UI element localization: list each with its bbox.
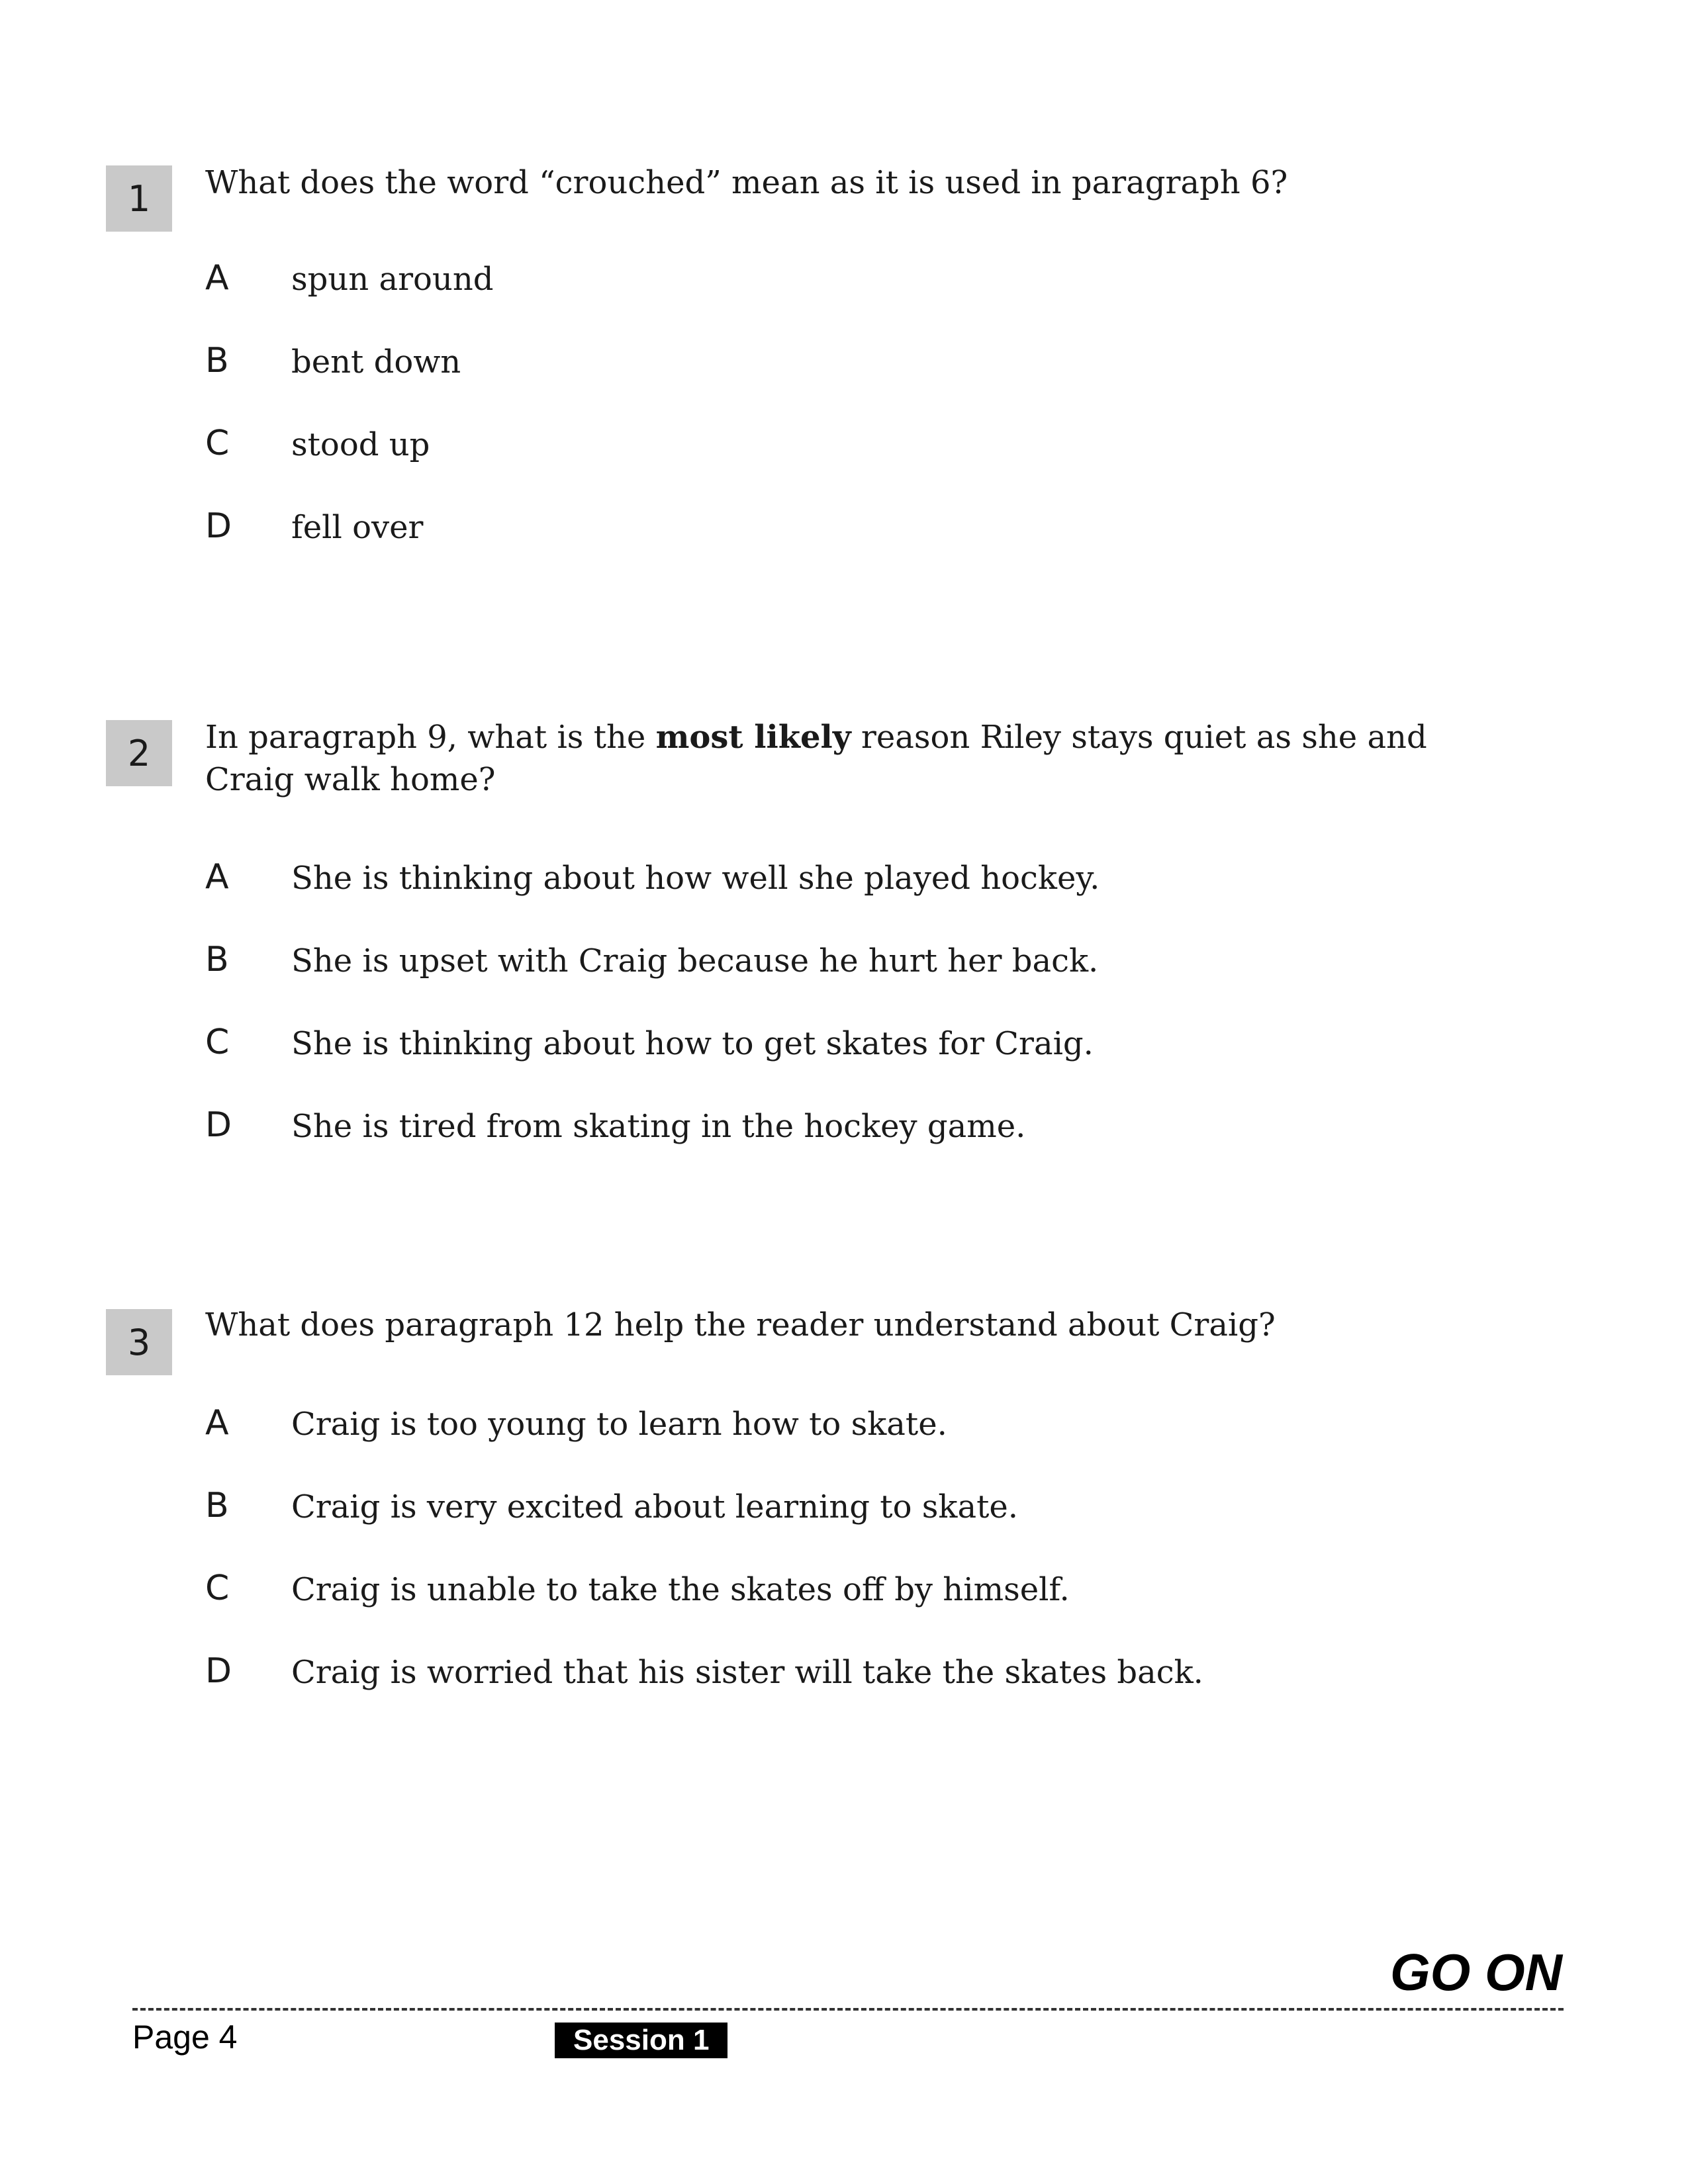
answer-choice-d[interactable]: [0, 1104, 1688, 1150]
question-prompt-text: What does paragraph 12 help the reader understand about Craig?: [205, 1306, 1276, 1343]
question-prompt: [205, 161, 1450, 204]
answer-choice-c[interactable]: [0, 422, 1688, 469]
choice-text: spun around: [291, 261, 494, 298]
question-prompt: [205, 716, 1450, 801]
question-number: 3: [127, 1321, 151, 1363]
choice-text: Craig is unable to take the skates off by himself.: [291, 1571, 1070, 1608]
answer-choice-b[interactable]: [0, 340, 1688, 386]
choice-letter: D: [205, 1651, 232, 1691]
session-badge: Session 1: [555, 2023, 727, 2058]
answer-choice-b[interactable]: [0, 1484, 1688, 1531]
choice-text: Craig is very excited about learning to skate.: [291, 1488, 1019, 1525]
choice-letter: A: [205, 857, 229, 897]
choice-letter: B: [205, 341, 229, 381]
question-number: 1: [127, 177, 151, 220]
answer-choice-a[interactable]: [0, 1402, 1688, 1448]
question-number-badge: [106, 1309, 172, 1375]
choice-text: She is thinking about how to get skates for Craig.: [291, 1025, 1094, 1062]
question-prompt: [205, 1304, 1450, 1346]
page-number: Page 4: [132, 2019, 238, 2056]
choice-letter: C: [205, 1023, 230, 1062]
choice-letter: D: [205, 506, 232, 546]
question-prompt-text: reason Riley stays quiet as she and Craig walk home?: [205, 719, 1427, 798]
answer-choice-b[interactable]: [0, 938, 1688, 985]
choice-text: She is tired from skating in the hockey game.: [291, 1108, 1026, 1145]
choice-text: Craig is too young to learn how to skate.: [291, 1406, 947, 1443]
choice-letter: A: [205, 1403, 229, 1443]
choice-text: fell over: [291, 509, 424, 546]
go-on-label: GO ON: [1389, 1943, 1562, 2001]
footer-divider: [132, 2008, 1564, 2011]
choice-text: bent down: [291, 343, 461, 381]
answer-choice-d[interactable]: [0, 1650, 1688, 1696]
answer-choice-a[interactable]: [0, 257, 1688, 303]
question-prompt-text: In paragraph 9, what is the: [205, 719, 656, 756]
question-prompt-text: What does the word “crouched” mean as it is used in paragraph 6?: [205, 164, 1288, 201]
answer-choice-c[interactable]: [0, 1021, 1688, 1068]
question-number: 2: [127, 732, 151, 774]
choice-letter: C: [205, 424, 230, 463]
choice-text: She is thinking about how well she played hockey.: [291, 860, 1100, 897]
choice-letter: A: [205, 258, 229, 298]
question-number-badge: [106, 720, 172, 786]
emphasis-text: most likely: [655, 719, 851, 756]
choice-text: stood up: [291, 426, 430, 463]
answer-choice-d[interactable]: [0, 505, 1688, 551]
question-number-badge: [106, 165, 172, 232]
answer-choice-a[interactable]: [0, 856, 1688, 902]
choice-text: Craig is worried that his sister will take the skates back.: [291, 1654, 1203, 1691]
choice-letter: B: [205, 1486, 229, 1525]
choice-letter: D: [205, 1105, 232, 1145]
answer-choice-c[interactable]: [0, 1567, 1688, 1614]
choice-letter: C: [205, 1569, 230, 1608]
choice-letter: B: [205, 940, 229, 979]
choice-text: She is upset with Craig because he hurt her back.: [291, 942, 1099, 979]
